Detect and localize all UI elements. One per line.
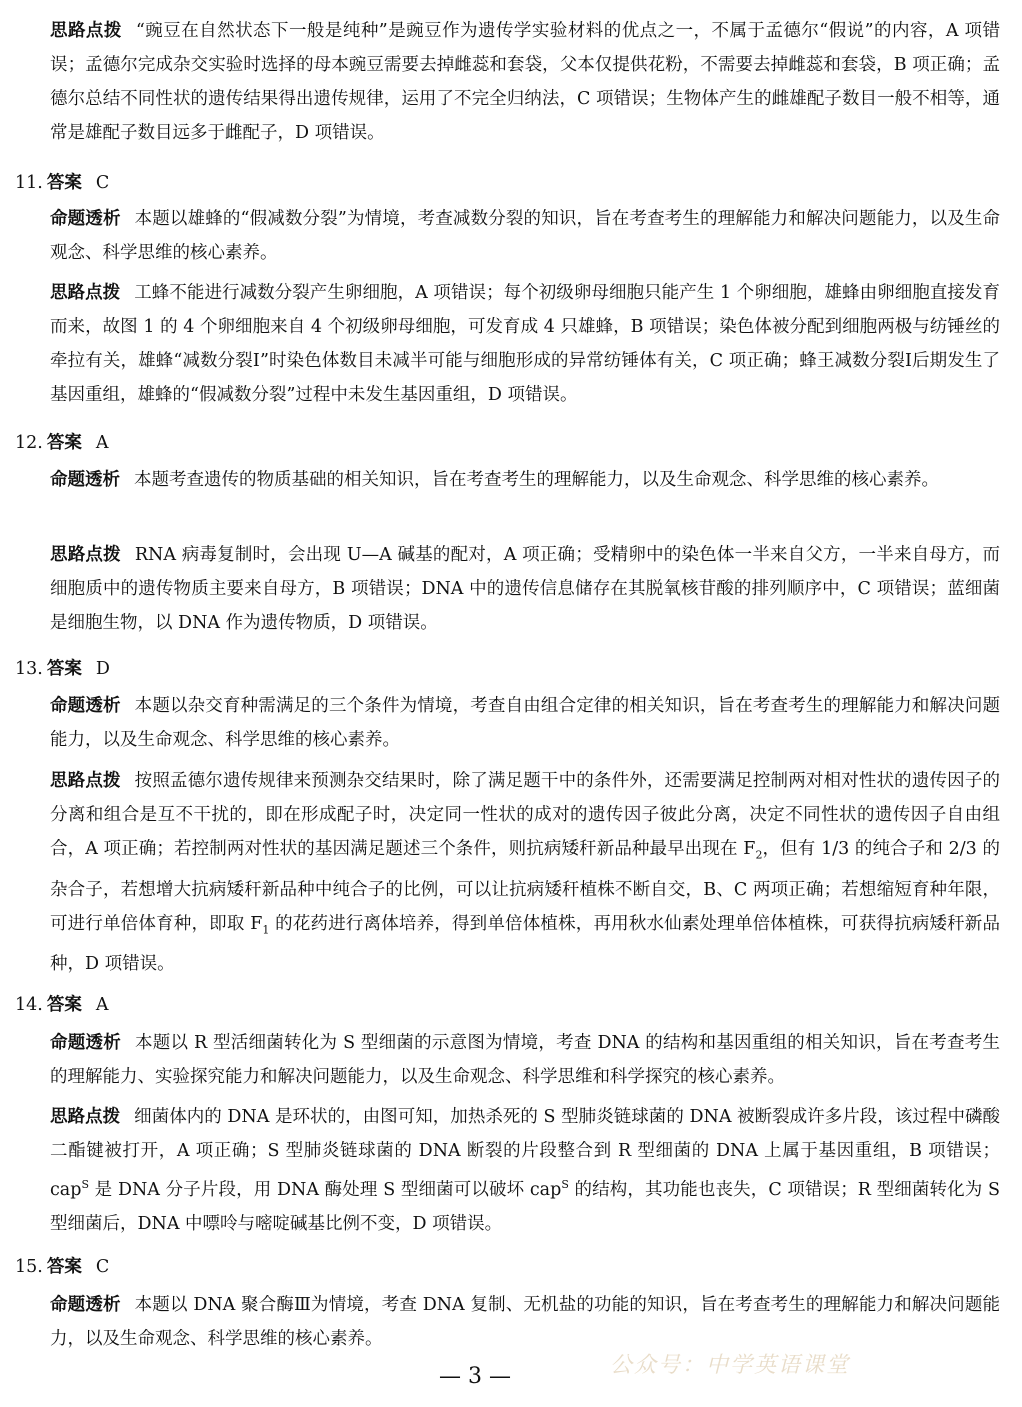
q14-answer-line [0, 988, 987, 1022]
q13-subscript-2: 2 [755, 848, 763, 862]
q14-tips-paragraph [0, 1100, 1022, 1241]
intent-label: 命题透析 [50, 1033, 121, 1053]
q12-answer-value: A [95, 433, 109, 453]
q13-tips-text-1: 按照孟德尔遗传规律来预测杂交结果时，除了满足题干中的条件外，还需要满足控制两对相对性状的遗传因子的分离和组合是互不干扰的，即在形成配子时，决定同一性状的成对的遗传因子彼此分离，决定不同性状的遗传因子自由组合，A 项正确；若控制两对性状的基因满足题述三个条件，则抗病矮秆新品种最早出现在 F [50, 771, 1000, 859]
q15-number: 15. [15, 1257, 43, 1277]
answer-label: 答案 [46, 1257, 82, 1277]
q14-superscript-s-1: S [81, 1178, 89, 1191]
q11-tips-text: 工蜂不能进行减数分裂产生卵细胞，A 项错误；每个初级卵母细胞只能产生 1 个卵细胞，雄蜂由卵细胞直接发育而来，故图 1 的 4 个卵细胞来自 4 个初级卵母细胞，可发育成 4 只雄蜂，B 项错误；染色体被分配到细胞两极与纺锤丝的牵拉有关，雄蜂“减数分裂Ⅰ”时染色体数目未减半可能与细胞形成的异常纺锤体有关，C 项正确；蜂王减数分裂Ⅰ后期发生了基因重组，雄蜂的“假减数分裂”过程中未发生基因重组，D 项错误。 [50, 283, 1000, 405]
page-number: — 3 — [439, 1364, 511, 1389]
intent-label: 命题透析 [50, 1295, 121, 1315]
q12-tips-paragraph [0, 538, 1022, 640]
q11-tips-paragraph [0, 276, 1022, 412]
q12-tips-text: RNA 病毒复制时，会出现 U—A 碱基的配对，A 项正确；受精卵中的染色体一半来自父方，一半来自母方，而细胞质中的遗传物质主要来自母方，B 项错误；DNA 中的遗传信息储存在其脱氧核苷酸的排列顺序中，C 项错误；蓝细菌是细胞生物，以 DNA 作为遗传物质，D 项错误。 [50, 545, 1000, 633]
answer-label: 答案 [46, 995, 82, 1015]
q11-answer-value: C [95, 173, 110, 193]
tips-label: 思路点拨 [50, 771, 121, 791]
intent-label: 命题透析 [50, 209, 121, 229]
q13-tips-text-3: 的花药进行离体培养，得到单倍体植株，再用秋水仙素处理单倍体植株，可获得抗病矮秆新品种，D 项错误。 [50, 913, 1000, 974]
q14-tips-text-3: 的结构，其功能也丧失，C 项错误；R 型细菌转化为 S 型细菌后，DNA 中嘌呤与嘧啶碱基比例不变，D 项错误。 [50, 1179, 1001, 1234]
q14-number: 14. [15, 995, 43, 1015]
q11-answer-line [0, 166, 987, 200]
q14-tips-text-2: 是 DNA 分子片段，用 DNA 酶处理 S 型细菌可以破坏 cap [88, 1179, 562, 1200]
answer-label: 答案 [46, 433, 82, 453]
q12-intent-text: 本题考查遗传的物质基础的相关知识，旨在考查考生的理解能力，以及生命观念、科学思维的核心素养。 [134, 470, 939, 490]
answer-label: 答案 [46, 659, 82, 679]
q13-tips-text-2: ，但有 1/3 的纯合子和 2/3 的杂合子，若想增大抗病矮秆新品种中纯合子的比例，可以让抗病矮秆植株不断自交，B、C 两项正确；若想缩短育种年限，可进行单倍体育种，即取 F [50, 839, 1000, 934]
q14-intent-paragraph [0, 1026, 1022, 1094]
q14-superscript-s-2: S [561, 1178, 569, 1191]
q13-intent-text: 本题以杂交育种需满足的三个条件为情境，考查自由组合定律的相关知识，旨在考查考生的理解能力和解决问题能力，以及生命观念、科学思维的核心素养。 [50, 696, 1000, 750]
q10-tips-paragraph [0, 14, 1022, 150]
q15-answer-value: C [95, 1257, 110, 1277]
q12-answer-line [0, 426, 987, 460]
q15-answer-line [0, 1250, 987, 1284]
tips-label: 思路点拨 [50, 283, 121, 303]
q11-intent-paragraph [0, 202, 1022, 270]
q15-intent-paragraph [0, 1288, 1022, 1356]
q11-intent-text: 本题以雄蜂的“假减数分裂”为情境，考查减数分裂的知识，旨在考查考生的理解能力和解决问题能力，以及生命观念、科学思维的核心素养。 [50, 209, 1001, 263]
q10-tips-text: “豌豆在自然状态下一般是纯种”是豌豆作为遗传学实验材料的优点之一，不属于孟德尔“假说”的内容，A 项错误；孟德尔完成杂交实验时选择的母本豌豆需要去掉雌蕊和套袋，父本仅提供花粉，不需要去掉雌蕊和套袋，B 项正确；孟德尔总结不同性状的遗传结果得出遗传规律，运用了不完全归纳法，C 项错误；生物体产生的雌雄配子数目一般不相等，通常是雄配子数目远多于雌配子，D 项错误。 [50, 21, 1001, 143]
q13-intent-paragraph [0, 689, 1022, 757]
q12-intent-paragraph [0, 463, 1022, 497]
watermark: 公众号：中学英语课堂 [610, 1353, 851, 1378]
q11-number: 11. [15, 173, 43, 193]
tips-label: 思路点拨 [50, 545, 121, 565]
tips-label: 思路点拨 [50, 21, 122, 41]
q13-answer-line [0, 652, 987, 686]
answer-label: 答案 [46, 173, 82, 193]
q13-subscript-1: 1 [262, 923, 270, 936]
q15-intent-text: 本题以 DNA 聚合酶Ⅲ为情境，考查 DNA 复制、无机盐的功能的知识，旨在考查考生的理解能力和解决问题能力，以及生命观念、科学思维的核心素养。 [50, 1295, 1001, 1349]
tips-label: 思路点拨 [50, 1107, 121, 1127]
q13-tips-paragraph [0, 764, 1022, 981]
q13-number: 13. [15, 659, 43, 679]
q14-answer-value: A [95, 995, 109, 1015]
intent-label: 命题透析 [50, 470, 120, 490]
q14-tips-text-1: 细菌体内的 DNA 是环状的，由图可知，加热杀死的 S 型肺炎链球菌的 DNA 被断裂成许多片段，该过程中磷酸二酯键被打开，A 项正确；S 型肺炎链球菌的 DNA 断裂的片段整合到 R 型细菌的 DNA 上属于基因重组，B 项错误；cap [50, 1107, 1001, 1200]
q13-answer-value: D [95, 659, 110, 679]
q14-intent-text: 本题以 R 型活细菌转化为 S 型细菌的示意图为情境，考查 DNA 的结构和基因重组的相关知识，旨在考查考生的理解能力、实验探究能力和解决问题能力，以及生命观念、科学思维和科学探究的核心素养。 [50, 1033, 1000, 1087]
q12-number: 12. [15, 433, 43, 453]
intent-label: 命题透析 [50, 696, 121, 716]
